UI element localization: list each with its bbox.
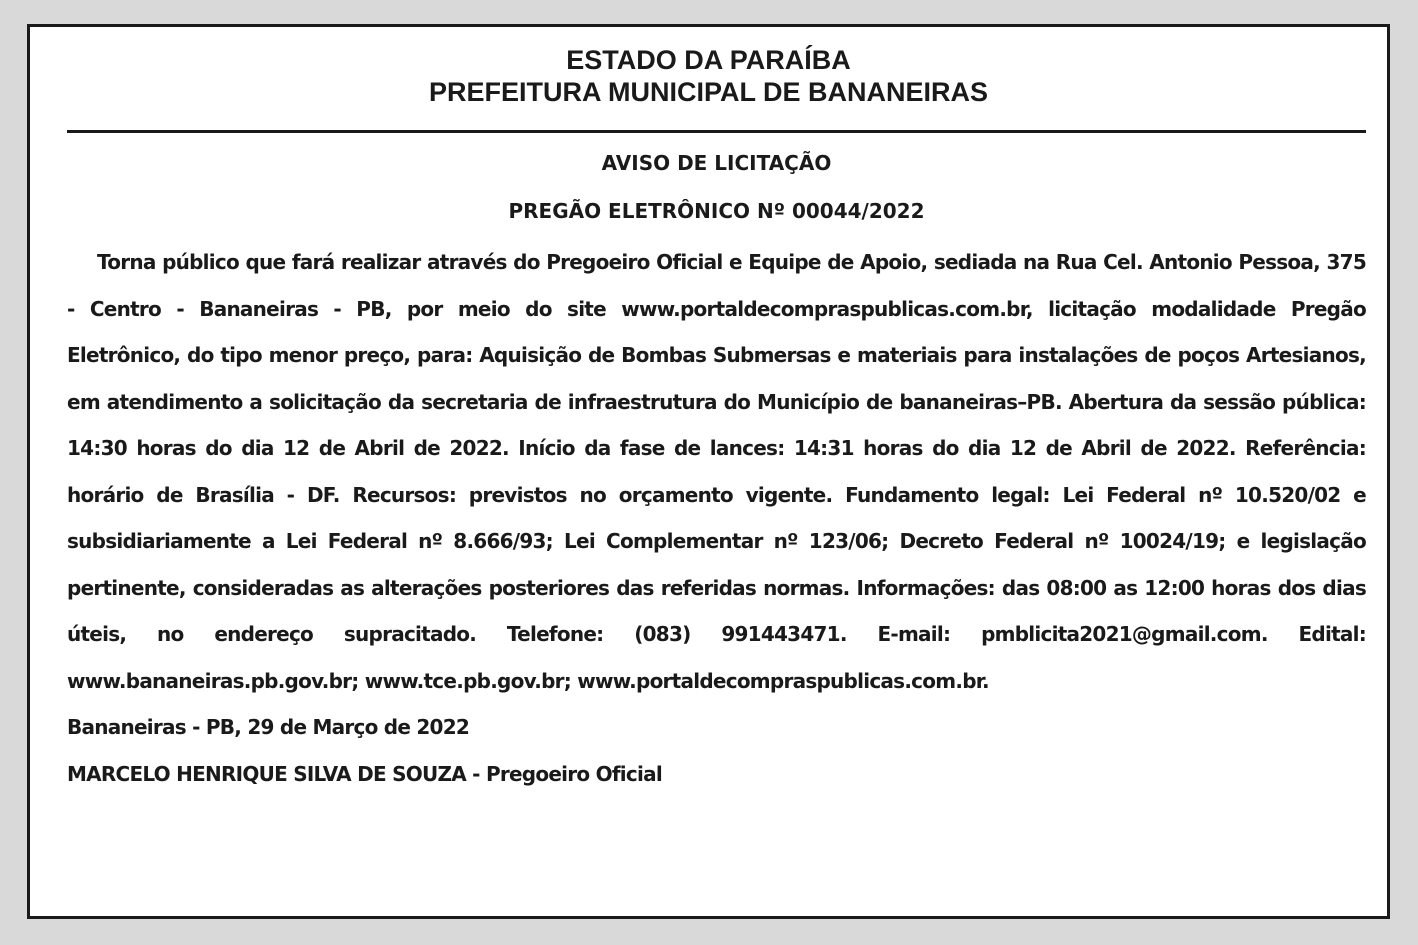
notice-title: AVISO DE LICITAÇÃO: [601, 151, 832, 175]
place-date: Bananeiras - PB, 29 de Março de 2022: [67, 715, 470, 739]
header: [30, 44, 1387, 108]
signature: MARCELO HENRIQUE SILVA DE SOUZA - Pregoeiro Oficial: [67, 761, 662, 786]
city-hall-title: PREFEITURA MUNICIPAL DE BANANEIRAS: [428, 77, 989, 107]
notice-body: Torna público que fará realizar através do Pregoeiro Oficial e Equipe de Apoio, sediada na Rua Cel. Antonio Pessoa, 375 - Centro - Bananeiras - PB, por meio do site www.portaldecompraspublicas.com.br, licitação modalidade Pregão Eletrônico, do tipo menor preço, para: Aquisição de Bombas Submersas e materiais para instalações de poços Artesianos, em atendimento a solicitação da secretaria de infraestrutura do Município de bananeiras–PB. Abertura da sessão pública: 14:30 horas do dia 12 de Abril de 2022. Início da fase de lances: 14:31 horas do dia 12 de Abril de 2022. Referência: horário de Brasília - DF. Recursos: previstos no orçamento vigente. Fundamento legal: Lei Federal nº 10.520/02 e subsidiariamente a Lei Federal nº 8.666/93; Lei Complementar nº 123/06; Decreto Federal nº 10024/19; e legislação pertinente, consideradas as alterações posteriores das referidas normas. Informações: das 08:00 as 12:00 horas dos dias úteis, no endereço supracitado. Telefone: (083) 991443471. E-mail: pmblicita2021@gmail.com. Edital: www.bananeiras.pb.gov.br; www.tce.pb.gov.br; www.portaldecompraspublicas.com.br.: [67, 250, 1366, 693]
notice-subtitle: PREGÃO ELETRÔNICO Nº 00044/2022: [508, 199, 925, 223]
state-title: ESTADO DA PARAÍBA: [566, 45, 851, 75]
notice-frame: [27, 24, 1390, 919]
header-divider: [67, 130, 1366, 133]
notice-content: [67, 147, 1366, 797]
